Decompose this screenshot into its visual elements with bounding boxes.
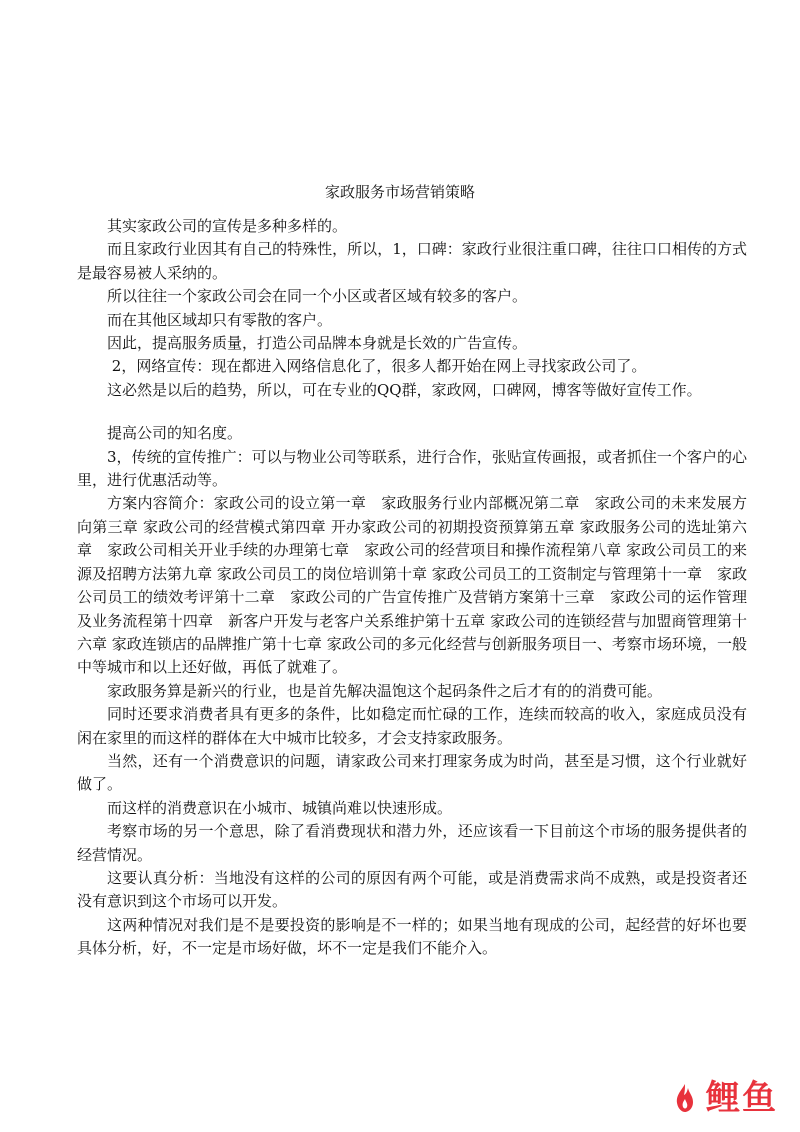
paragraph: 因此，提高服务质量，打造公司品牌本身就是长效的广告宣传。: [107, 334, 528, 353]
paragraph: 考察市场的另一个意思，除了看消费现状和潜力外，还应该看一下目前这个市场的服务提供者的经营情况。: [77, 822, 747, 864]
paragraph: 而这样的消费意识在小城市、城镇尚难以快速形成。: [107, 798, 453, 817]
paragraph: 这两种情况对我们是不是要投资的影响是不一样的；如果当地有现成的公司，起经营的好坏也要具体分析，好，不一定是市场好做，坏不一定是我们不能介入。: [77, 915, 747, 958]
paragraph: 提高公司的知名度。: [107, 424, 243, 443]
paragraph: 所以往往一个家政公司会在同一个小区或者区域有较多的客户。: [107, 287, 528, 306]
paragraph: 当然，还有一个消费意识的问题，请家政公司来打理家务成为时尚，甚至是习惯，这个行业就好做了。: [77, 751, 747, 794]
document-title: 家政服务市场营销策略: [324, 183, 475, 201]
paragraph: 而且家政行业因其有自己的特殊性，所以，1，口碑：家政行业很注重口碑，往往口口相传的方式是最容易被人采纳的。: [77, 240, 747, 282]
paragraph: 而在其他区域却只有零散的客户。: [107, 310, 333, 329]
paragraph: 同时还要求消费者具有更多的条件，比如稳定而忙碌的工作，连续而较高的收入，家庭成员没有闲在家里的而这样的群体在大中城市比较多，才会支持家政服务。: [77, 705, 747, 747]
paragraph: 这要认真分析：当地没有这样的公司的原因有两个可能，或是消费需求尚不成熟，或是投资者还没有意识到这个市场可以开发。: [77, 868, 747, 911]
document-body: [77, 215, 747, 961]
paragraph: 这必然是以后的趋势，所以，可在专业的QQ群，家政网，口碑网，博客等做好宣传工作。: [107, 380, 702, 399]
paragraph: 2，网络宣传：现在都进入网络信息化了，很多人都开始在网上寻找家政公司了。: [107, 357, 647, 376]
paragraph: 3，传统的宣传推广：可以与物业公司等联系，进行合作，张贴宣传画报，或者抓住一个客户的心里，进行优惠活动等。: [77, 447, 747, 490]
paragraph: 方案内容简介：家政公司的设立第一章 家政服务行业内部概况第二章 家政公司的未来发展方向第三章 家政公司的经营模式第四章 开办家政公司的初期投资预算第五章 家政服务公司的选址第六章 家政公司相关开业手续的办理第七章 家政公司的经营项目和操作流程第八章 家政公司员工的来源及招聘方法第九章 家政公司员工的岗位培训第十章 家政公司员工的工资制定与管理第十一章 家政公司员工的绩效考评第十二章 家政公司的广告宣传推广及营销方案第十三章 家政公司的运作管理及业务流程第十四章 新客户开发与老客户关系维护第十五章 家政公司的连锁经营与加盟商管理第十六章 家政连锁店的品牌推广第十七章 家政公司的多元化经营与创新服务项目一、考察市场环境，一般中等城市和以上还好做，再低了就难了。: [77, 494, 747, 677]
watermark-text: 鲤鱼: [706, 1078, 778, 1118]
paragraph: 家政服务算是新兴的行业，也是首先解决温饱这个起码条件之后才有的的消费可能。: [107, 681, 663, 700]
paragraph: 其实家政公司的宣传是多种多样的。: [107, 217, 348, 235]
fire-logo-icon: [668, 1081, 702, 1115]
watermark-logo: [668, 1078, 778, 1118]
